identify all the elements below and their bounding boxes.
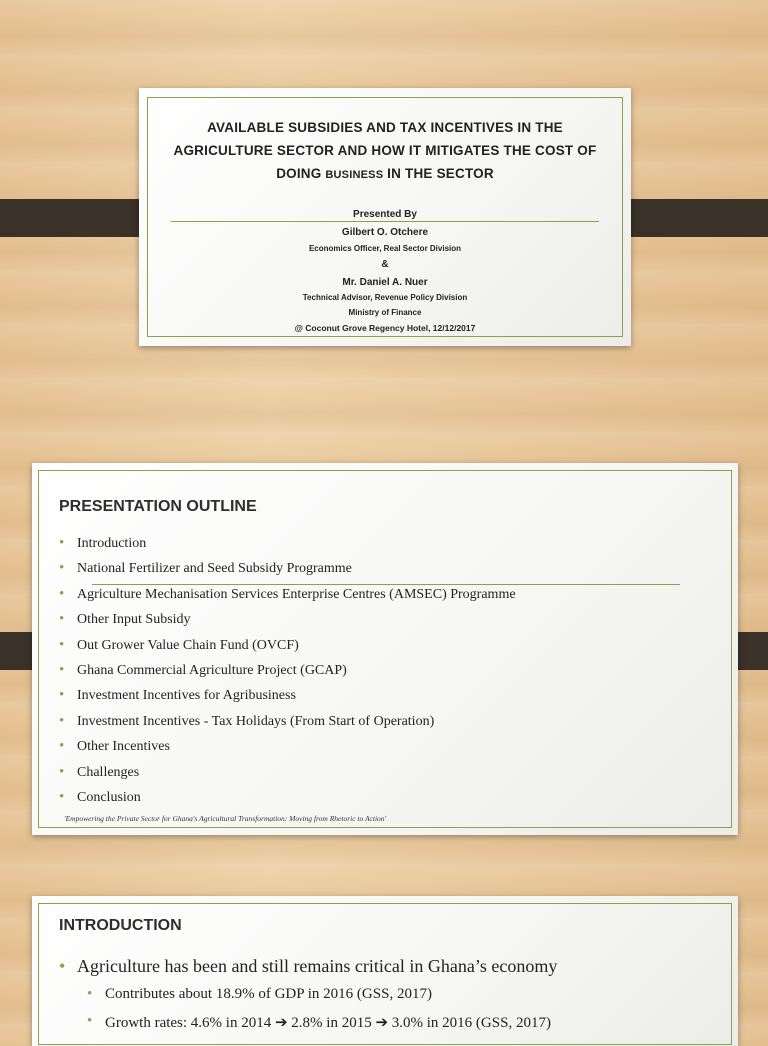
presenter-2-name: Mr. Daniel A. Nuer [342, 277, 428, 288]
intro-bullet-1-text: Agriculture has been and still remains critical in Ghana’s economy [77, 956, 558, 976]
presented-by: Presented By [353, 209, 417, 220]
slide-title-line-2: AGRICULTURE SECTOR AND HOW IT MITIGATES THE COST OF [173, 143, 597, 158]
slide-title-line-1: AVAILABLE SUBSIDIES AND TAX INCENTIVES IN THE [207, 120, 563, 135]
outline-item: • Other Incentives [57, 738, 717, 763]
outline-slide [32, 463, 738, 835]
slide-title [139, 116, 631, 187]
footer-quote: 'Empowering the Private Sector for Ghana's Agricultural Transformation: Moving from Rhetoric to Action' [64, 814, 387, 823]
outline-item: • Investment Incentives - Tax Holidays (From Start of Operation) [57, 713, 717, 738]
outline-item: • Out Grower Value Chain Fund (OVCF) [57, 637, 717, 662]
title-slide [139, 88, 631, 346]
ministry: Ministry of Finance [348, 308, 422, 317]
outline-item: • Conclusion [57, 789, 717, 814]
presenter-1-name: Gilbert O. Otchere [341, 227, 429, 238]
outline-item: • Introduction [57, 535, 717, 560]
presenter-1-role: Economics Officer, Real Sector Division [308, 244, 462, 253]
outline-item: • Challenges [57, 764, 717, 789]
intro-sub-bullet-1-text: Contributes about 18.9% of GDP in 2016 (GSS, 2017) [105, 986, 432, 1002]
slide-title-line-3-b: BUSINESS [325, 169, 384, 181]
outline-item: • Agriculture Mechanisation Services Enterprise Centres (AMSEC) Programme [57, 586, 717, 611]
outline-item: • Other Input Subsidy [57, 611, 717, 636]
intro-bullet-1 [59, 956, 558, 977]
outline-item: • National Fertilizer and Seed Subsidy Programme [57, 560, 717, 585]
intro-sub-bullet-2-text: Growth rates: 4.6% in 2014 ➔ 2.8% in 2015 ➔ 3.0% in 2016 (GSS, 2017) [105, 1015, 551, 1031]
bullet-dot: • [87, 1013, 93, 1029]
slide-title-line-3 [139, 162, 631, 187]
intro-sub-bullet-1 [87, 986, 432, 1003]
title-divider [171, 221, 599, 222]
binder-tab-left-1 [0, 199, 155, 237]
presenter-2-role: Technical Advisor, Revenue Policy Division [302, 293, 468, 302]
venue-date: @ Coconut Grove Regency Hotel, 12/12/2017 [294, 323, 476, 333]
intro-sub-bullet-2 [87, 1013, 551, 1032]
binder-tab-right-1 [613, 199, 768, 237]
bullet-dot: • [87, 986, 93, 1002]
outline-item: • Ghana Commercial Agriculture Project (GCAP) [57, 662, 717, 687]
bullet-dot: • [59, 956, 66, 976]
introduction-heading: INTRODUCTION [59, 917, 182, 934]
slide-title-line-3-a: DOING [276, 166, 326, 181]
outline-list [57, 535, 717, 814]
outline-item: • Investment Incentives for Agribusiness [57, 687, 717, 712]
slide-title-line-3-c: IN THE SECTOR [383, 166, 494, 181]
ampersand: & [381, 259, 389, 270]
outline-heading: PRESENTATION OUTLINE [59, 498, 257, 515]
